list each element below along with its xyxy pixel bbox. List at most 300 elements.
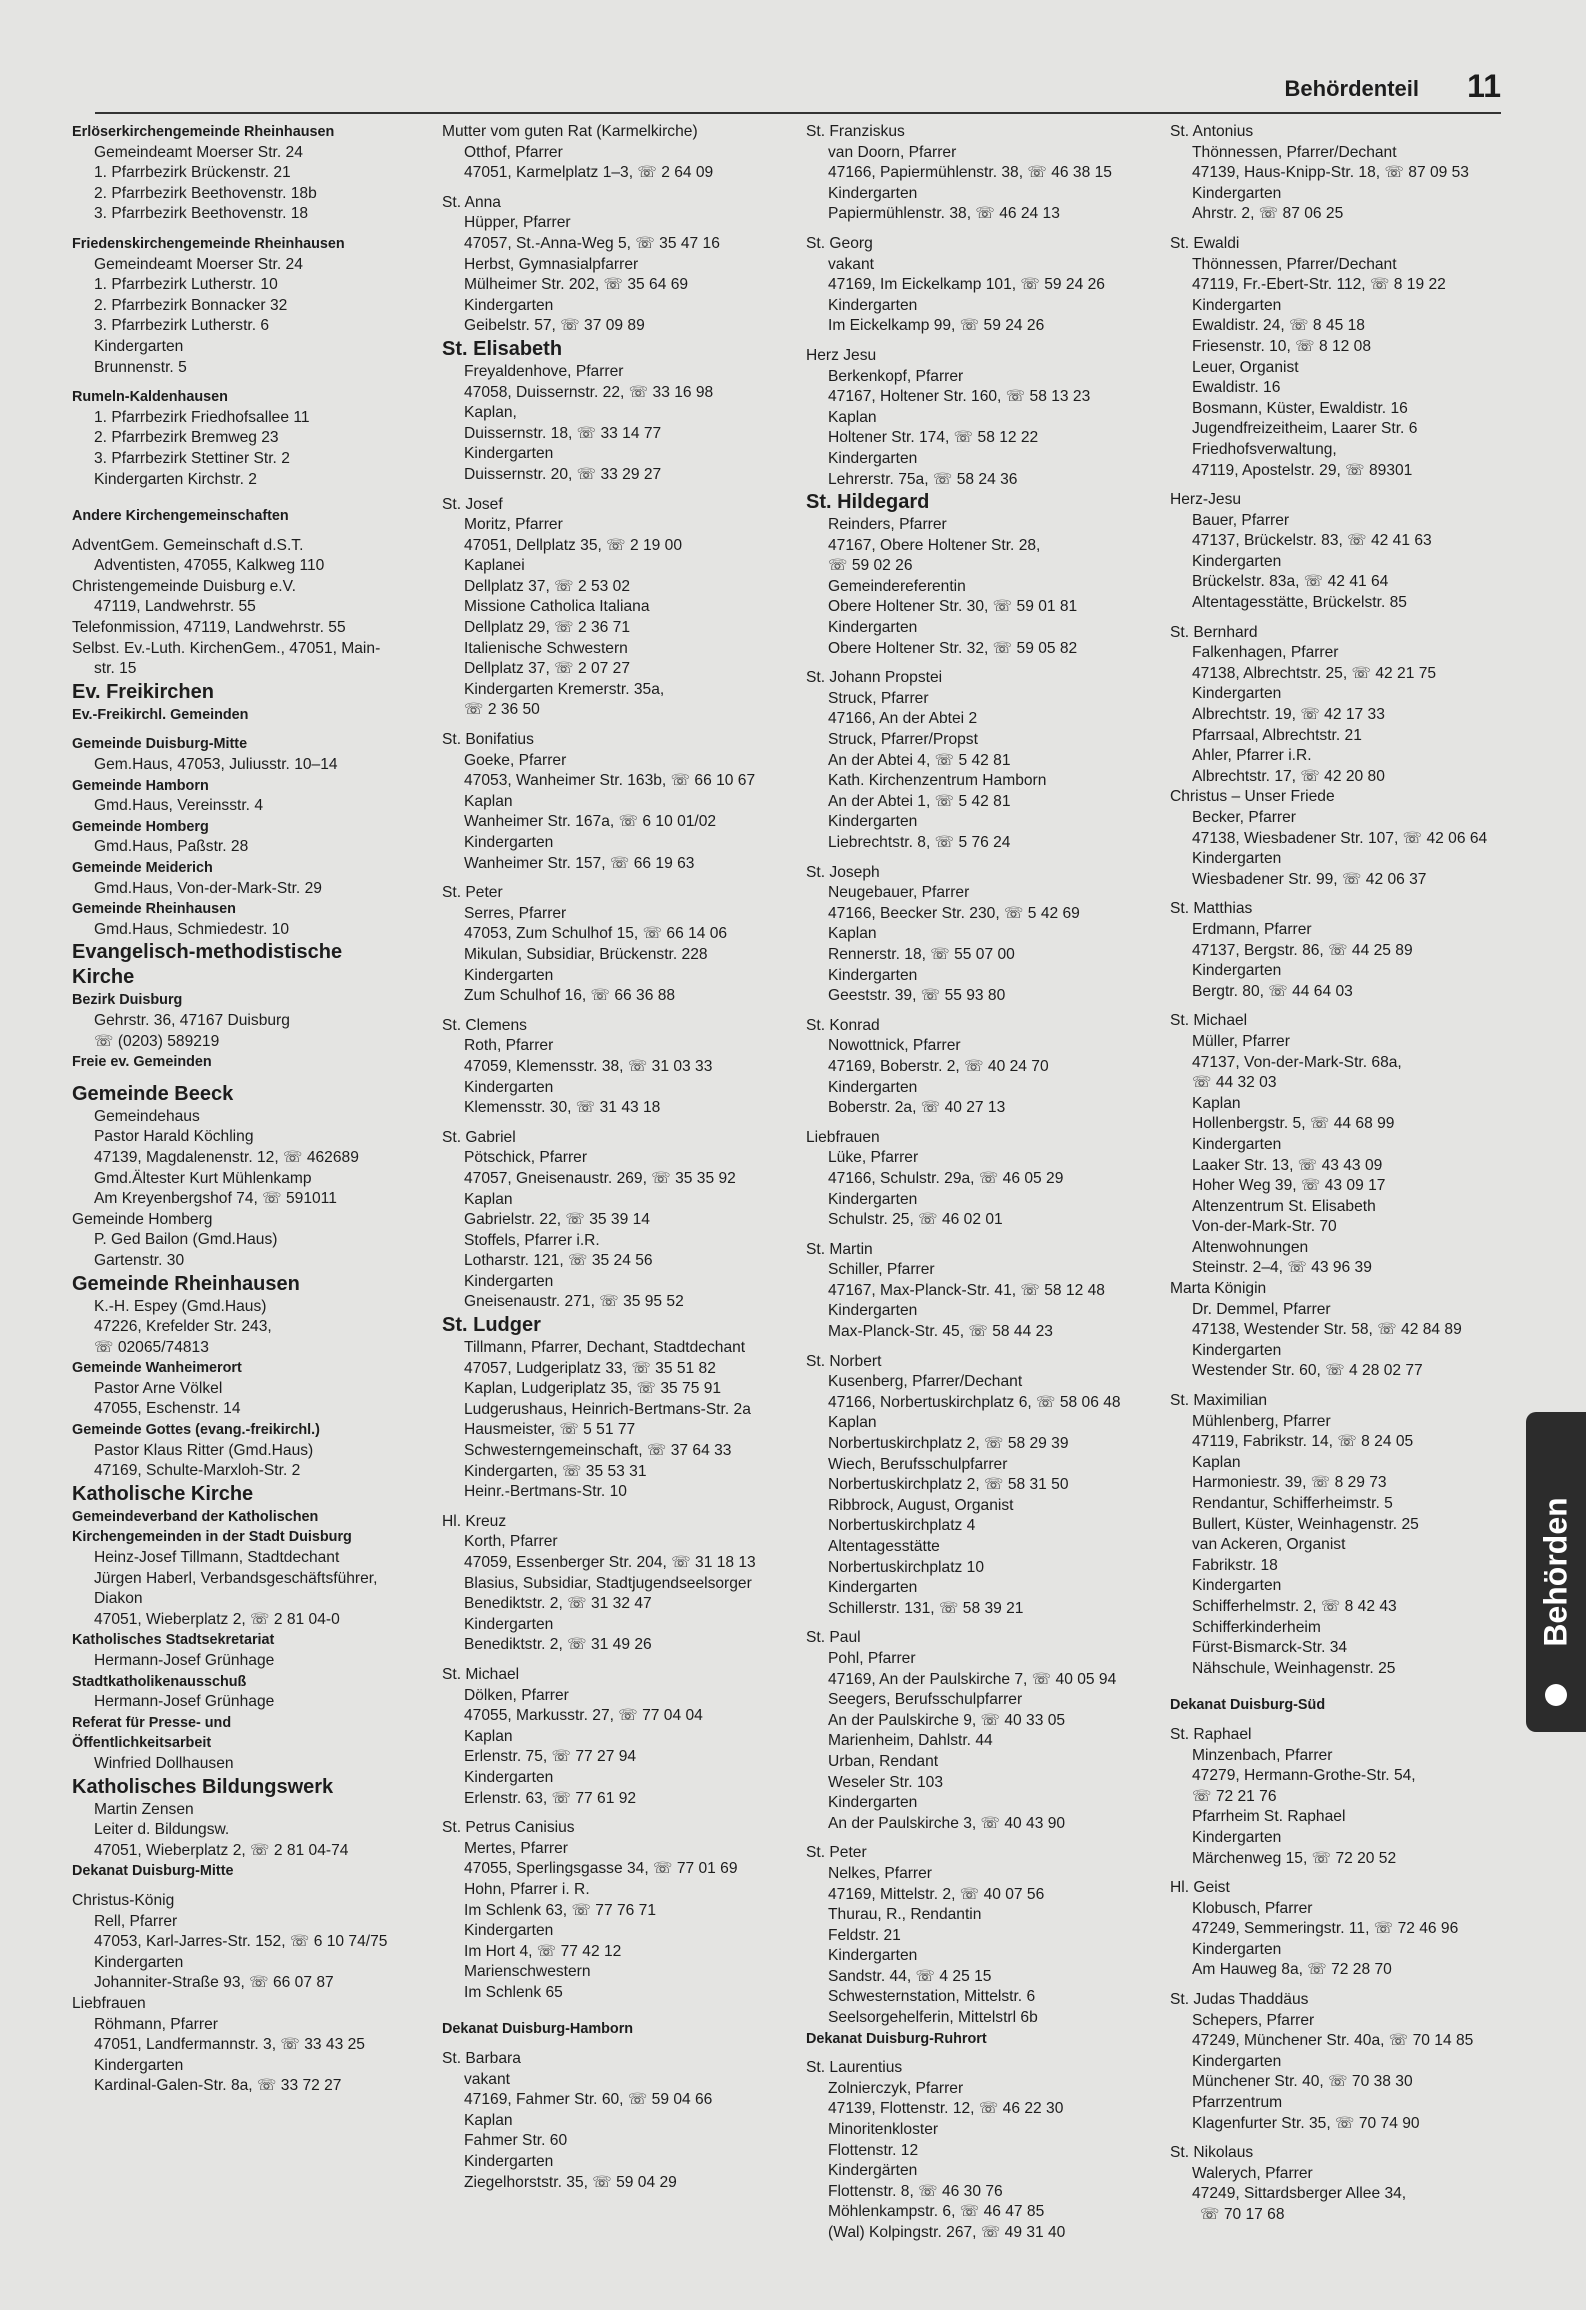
entry-detail: Korth, Pfarrer xyxy=(464,1533,558,1551)
entry-detail: Kaplan xyxy=(464,2111,513,2129)
section-heading: Gemeinde Rheinhausen xyxy=(72,1272,300,1295)
entry-detail: 47138, Wiesbadener Str. 107, ☏ 42 06 64 xyxy=(1192,829,1488,847)
spacer xyxy=(1170,614,1535,623)
entry-detail: 47055, Eschenstr. 14 xyxy=(94,1400,241,1418)
entry-name: St. Bernhard xyxy=(1170,623,1258,641)
entry-detail: Erdmann, Pfarrer xyxy=(1192,920,1312,938)
entry-detail: Kindergarten xyxy=(828,966,918,984)
entry-name: Gemeinde Homberg xyxy=(72,1210,213,1228)
entry-detail: Erlenstr. 75, ☏ 77 27 94 xyxy=(464,1748,637,1766)
entry-detail: Falkenhagen, Pfarrer xyxy=(1192,644,1339,662)
entry-name: Telefonmission, 47119, Landwehrstr. 55 xyxy=(72,619,346,637)
entry-detail: Kindergarten xyxy=(94,1953,184,1971)
entry-detail: Altenzentrum St. Elisabeth xyxy=(1192,1197,1376,1215)
entry-detail: Feldstr. 21 xyxy=(828,1926,901,1944)
entry-detail: Kaplan xyxy=(464,1190,513,1208)
entry-detail: Kindergarten xyxy=(1192,1828,1282,1846)
entry-detail: Stoffels, Pfarrer i.R. xyxy=(464,1231,600,1249)
entry-detail: Kindergarten xyxy=(1192,184,1282,202)
entry-detail: Hüpper, Pfarrer xyxy=(464,214,571,232)
entry-detail: 47137, Brückelstr. 83, ☏ 42 41 63 xyxy=(1192,532,1432,550)
entry-detail: Heinr.-Bertmans-Str. 10 xyxy=(464,1483,627,1501)
entry-detail: Gabrielstr. 22, ☏ 35 39 14 xyxy=(464,1211,650,1229)
header-rule xyxy=(95,112,1501,114)
entry-detail: Kaplan xyxy=(828,408,877,426)
entry-detail: Benediktstr. 2, ☏ 31 32 47 xyxy=(464,1595,652,1613)
entry-detail: Zum Schulhof 16, ☏ 66 36 88 xyxy=(464,987,676,1005)
section-heading: Friedenskirchengemeinde Rheinhausen xyxy=(72,235,345,252)
entry-detail: Friedhofsverwaltung, xyxy=(1192,440,1337,458)
entry-detail: Erlenstr. 63, ☏ 77 61 92 xyxy=(464,1789,637,1807)
spacer xyxy=(442,1119,807,1128)
entry-detail: ☏ 44 32 03 xyxy=(1192,1074,1277,1092)
entry-detail: Blasius, Subsidiar, Stadtjugendseelsorger xyxy=(464,1574,752,1592)
entry-name: Christus – Unser Friede xyxy=(1170,788,1335,806)
entry-detail: vakant xyxy=(464,2070,510,2088)
entry-detail: Kindergarten xyxy=(1192,2052,1282,2070)
entry-detail: 47138, Westender Str. 58, ☏ 42 84 89 xyxy=(1192,1321,1462,1339)
entry-detail: Bauer, Pfarrer xyxy=(1192,511,1290,529)
entry-detail: Im Eickelkamp 99, ☏ 59 24 26 xyxy=(828,317,1045,335)
entry-name: St. Konrad xyxy=(806,1016,880,1034)
entry-detail: Am Hauweg 8a, ☏ 72 28 70 xyxy=(1192,1961,1392,1979)
entry-detail: Mertes, Pfarrer xyxy=(464,1839,568,1857)
entry-detail: Ludgerushaus, Heinrich-Bertmans-Str. 2a xyxy=(464,1400,751,1418)
entry-name: St. Paul xyxy=(806,1629,861,1647)
entry-detail: vakant xyxy=(828,255,874,273)
entry-detail: Kindergarten xyxy=(828,296,918,314)
entry-detail: 47249, Sittardsberger Allee 34, xyxy=(1192,2185,1407,2203)
entry-detail: Hausmeister, ☏ 5 51 77 xyxy=(464,1421,636,1439)
section-thumb-tab xyxy=(1526,1412,1586,1732)
entry-detail: Kindergarten xyxy=(1192,1940,1282,1958)
entry-detail: Jugendfreizeitheim, Laarer Str. 6 xyxy=(1192,420,1418,438)
entry-detail: Thönnessen, Pfarrer/Dechant xyxy=(1192,143,1397,161)
entry-detail: 47058, Duissernstr. 22, ☏ 33 16 98 xyxy=(464,383,714,401)
entry-detail: Rell, Pfarrer xyxy=(94,1912,178,1930)
entry-detail: Ziegelhorststr. 35, ☏ 59 04 29 xyxy=(464,2173,677,2191)
entry-detail: Gemeindeamt Moerser Str. 24 xyxy=(94,255,303,273)
entry-name: St. Michael xyxy=(442,1665,520,1683)
entry-detail: Minoritenkloster xyxy=(828,2121,939,2139)
entry-detail: Struck, Pfarrer xyxy=(828,689,929,707)
entry-detail: Pastor Harald Köchling xyxy=(94,1128,254,1146)
entry-detail: Tillmann, Pfarrer, Dechant, Stadtdechant xyxy=(464,1339,746,1357)
entry-detail: Fabrikstr. 18 xyxy=(1192,1556,1278,1574)
entry-detail: Nelkes, Pfarrer xyxy=(828,1864,932,1882)
entry-detail: Dr. Demmel, Pfarrer xyxy=(1192,1300,1331,1318)
entry-detail: Schillerstr. 131, ☏ 58 39 21 xyxy=(828,1599,1024,1617)
bullet-dot-icon xyxy=(1545,1684,1567,1706)
entry-detail: Pastor Klaus Ritter (Gmd.Haus) xyxy=(94,1441,314,1459)
spacer xyxy=(72,725,437,734)
entry-detail: Ribbrock, August, Organist xyxy=(828,1496,1014,1514)
entry-detail: Kindergarten xyxy=(828,184,918,202)
section-heading: Gemeinde Hamborn xyxy=(72,777,209,794)
entry-detail: Sandstr. 44, ☏ 4 25 15 xyxy=(828,1967,992,1985)
spacer xyxy=(442,721,807,730)
section-heading: Gemeinde Meiderich xyxy=(72,860,213,876)
entry-detail: Serres, Pfarrer xyxy=(464,904,567,922)
entry-detail: Kindergarten xyxy=(828,813,918,831)
entry-detail: 47166, Norbertuskirchplatz 6, ☏ 58 06 48 xyxy=(828,1393,1121,1411)
entry-detail: Seegers, Berufsschulpfarrer xyxy=(828,1691,1023,1709)
entry-detail: Weseler Str. 103 xyxy=(828,1773,943,1791)
spacer xyxy=(442,486,807,495)
entry-detail: Norbertuskirchplatz 4 xyxy=(828,1517,976,1535)
entry-detail: str. 15 xyxy=(94,660,137,678)
entry-detail: Max-Planck-Str. 45, ☏ 58 44 23 xyxy=(828,1323,1053,1341)
section-heading: Erlöserkirchengemeinde Rheinhausen xyxy=(72,124,335,140)
entry-detail: ☏ 02065/74813 xyxy=(94,1338,209,1356)
entry-detail: Struck, Pfarrer/Propst xyxy=(828,731,978,749)
entry-name: Marta Königin xyxy=(1170,1280,1267,1298)
entry-detail: 1. Pfarrbezirk Lutherstr. 10 xyxy=(94,276,278,294)
entry-name: St. Antonius xyxy=(1170,123,1254,140)
section-heading: Dekanat Duisburg-Ruhrort xyxy=(806,2030,987,2047)
spacer xyxy=(806,659,1171,668)
entry-detail: 47059, Klemensstr. 38, ☏ 31 03 33 xyxy=(464,1057,713,1075)
entry-name: Christus-König xyxy=(72,1891,175,1909)
section-heading: Öffentlichkeitsarbeit xyxy=(72,1735,212,1752)
entry-detail: 47249, Semmeringstr. 11, ☏ 72 46 96 xyxy=(1192,1920,1459,1938)
entry-detail: Albrechtstr. 19, ☏ 42 17 33 xyxy=(1192,706,1385,724)
spacer xyxy=(1170,1679,1535,1695)
entry-detail: Kindergarten xyxy=(94,2056,184,2074)
entry-detail: Pastor Arne Völkel xyxy=(94,1379,223,1397)
entry-detail: An der Abtei 1, ☏ 5 42 81 xyxy=(828,792,1011,810)
entry-detail: Bergtr. 80, ☏ 44 64 03 xyxy=(1192,982,1353,1000)
entry-detail: Pfarrheim St. Raphael xyxy=(1192,1808,1346,1826)
entry-detail: Neugebauer, Pfarrer xyxy=(828,884,970,902)
spacer xyxy=(72,1073,437,1082)
entry-detail: Schepers, Pfarrer xyxy=(1192,2011,1315,2029)
entry-name: St. Judas Thaddäus xyxy=(1170,1991,1309,2009)
entry-detail: Kaplan xyxy=(828,925,877,943)
entry-detail: Ahler, Pfarrer i.R. xyxy=(1192,747,1312,765)
entry-detail: Obere Holtener Str. 32, ☏ 59 05 82 xyxy=(828,639,1078,657)
entry-detail: 47139, Haus-Knipp-Str. 18, ☏ 87 09 53 xyxy=(1192,164,1469,182)
entry-detail: Wiesbadener Str. 99, ☏ 42 06 37 xyxy=(1192,870,1427,888)
entry-detail: Holtener Str. 174, ☏ 58 12 22 xyxy=(828,429,1039,447)
spacer xyxy=(1170,890,1535,899)
entry-detail: Rennerstr. 18, ☏ 55 07 00 xyxy=(828,945,1015,963)
entry-detail: 3. Pfarrbezirk Beethovenstr. 18 xyxy=(94,205,309,223)
entry-detail: Kindergarten xyxy=(828,1190,918,1208)
entry-detail: Hermann-Josef Grünhage xyxy=(94,1693,275,1711)
entry-detail: Gmd.Haus, Paßstr. 28 xyxy=(94,838,249,856)
entry-detail: 2. Pfarrbezirk Bonnacker 32 xyxy=(94,296,288,314)
entry-detail: Gehrstr. 36, 47167 Duisburg xyxy=(94,1011,290,1029)
entry-detail: Westender Str. 60, ☏ 4 28 02 77 xyxy=(1192,1362,1423,1380)
entry-detail: Roth, Pfarrer xyxy=(464,1037,554,1055)
entry-detail: 47167, Max-Planck-Str. 41, ☏ 58 12 48 xyxy=(828,1281,1105,1299)
entry-name: St. Gabriel xyxy=(442,1128,516,1146)
entry-detail: 47051, Landfermannstr. 3, ☏ 33 43 25 xyxy=(94,2036,365,2054)
entry-detail: Urban, Rendant xyxy=(828,1752,939,1770)
entry-detail: Mikulan, Subsidiar, Brückenstr. 228 xyxy=(464,945,708,963)
entry-detail: 47053, Wanheimer Str. 163b, ☏ 66 10 67 xyxy=(464,772,756,790)
entry-detail: Wanheimer Str. 167a, ☏ 6 10 01/02 xyxy=(464,813,717,831)
entry-detail: An der Paulskirche 9, ☏ 40 33 05 xyxy=(828,1711,1066,1729)
entry-detail: Kindergarten xyxy=(1192,962,1282,980)
entry-detail: Walerych, Pfarrer xyxy=(1192,2164,1313,2182)
entry-detail: Schifferkinderheim xyxy=(1192,1618,1321,1636)
entry-detail: 47169, Im Eickelkamp 101, ☏ 59 24 26 xyxy=(828,276,1105,294)
entry-detail: Nowottnick, Pfarrer xyxy=(828,1037,961,1055)
entry-detail: Kath. Kirchenzentrum Hamborn xyxy=(828,772,1047,790)
spacer xyxy=(806,225,1171,234)
entry-detail: Duissernstr. 18, ☏ 33 14 77 xyxy=(464,424,662,442)
entry-detail: Obere Holtener Str. 30, ☏ 59 01 81 xyxy=(828,598,1078,616)
entry-detail: 1. Pfarrbezirk Friedhofsallee 11 xyxy=(94,408,310,426)
spacer xyxy=(806,2049,1171,2058)
directory-column-4 xyxy=(1170,122,1535,2226)
entry-detail: Gmd.Ältester Kurt Mühlenkamp xyxy=(94,1169,312,1187)
entry-detail: 47057, St.-Anna-Weg 5, ☏ 35 47 16 xyxy=(464,234,720,252)
entry-detail: Kindergarten xyxy=(1192,296,1282,314)
spacer xyxy=(1170,1981,1535,1990)
section-heading: Dekanat Duisburg-Mitte xyxy=(72,1863,234,1880)
entry-detail: Pfarrzentrum xyxy=(1192,2094,1283,2112)
entry-detail: Dellplatz 29, ☏ 2 36 71 xyxy=(464,619,631,637)
section-heading: Stadtkatholikenausschuß xyxy=(72,1673,247,1690)
entry-detail: Albrechtstr. 17, ☏ 42 20 80 xyxy=(1192,767,1385,785)
entry-detail: Dellplatz 37, ☏ 2 07 27 xyxy=(464,660,631,678)
section-heading: Ev.-Freikirchl. Gemeinden xyxy=(72,706,249,723)
entry-name: Herz-Jesu xyxy=(1170,491,1242,509)
entry-detail: Kaplan xyxy=(464,1727,513,1745)
entry-detail: Kindergarten xyxy=(464,2153,554,2171)
entry-detail: Seelsorgehelferin, Mittelstrl 6b xyxy=(828,2009,1038,2027)
entry-detail: Johanniter-Straße 93, ☏ 66 07 87 xyxy=(94,1974,334,1992)
entry-detail: An der Abtei 4, ☏ 5 42 81 xyxy=(828,751,1011,769)
spacer xyxy=(72,527,437,536)
entry-detail: Gmd.Haus, Vereinsstr. 4 xyxy=(94,797,264,815)
entry-detail: 47279, Hermann-Grothe-Str. 54, xyxy=(1192,1767,1416,1785)
spacer xyxy=(442,2040,807,2049)
spacer xyxy=(806,1119,1171,1128)
entry-name: St. Matthias xyxy=(1170,900,1253,918)
entry-detail: 47051, Dellplatz 35, ☏ 2 19 00 xyxy=(464,536,683,554)
entry-detail: Kaplan xyxy=(1192,1453,1241,1471)
entry-name: St. Barbara xyxy=(442,2050,521,2068)
spacer xyxy=(442,1503,807,1512)
entry-name: St. Ewaldi xyxy=(1170,234,1240,252)
entry-detail: Kindergarten xyxy=(464,1078,554,1096)
entry-detail: 47051, Wieberplatz 2, ☏ 2 81 04-0 xyxy=(94,1610,340,1628)
section-heading: Freie ev. Gemeinden xyxy=(72,1054,212,1071)
entry-detail: 47169, Fahmer Str. 60, ☏ 59 04 66 xyxy=(464,2091,713,2109)
entry-detail: Kindergarten xyxy=(464,966,554,984)
entry-detail: Kindergarten xyxy=(464,834,554,851)
entry-detail: Lehrerstr. 75a, ☏ 58 24 36 xyxy=(828,470,1018,488)
entry-detail: Bullert, Küster, Weinhagenstr. 25 xyxy=(1192,1515,1419,1533)
entry-detail: Kindergarten xyxy=(1192,1577,1282,1595)
entry-name: St. Martin xyxy=(806,1240,873,1258)
entry-detail: 47051, Karmelplatz 1–3, ☏ 2 64 09 xyxy=(464,164,714,182)
entry-detail: 47169, Boberstr. 2, ☏ 40 24 70 xyxy=(828,1057,1049,1075)
entry-detail: (Wal) Kolpingstr. 267, ☏ 49 31 40 xyxy=(828,2224,1066,2241)
entry-detail: Martin Zensen xyxy=(94,1800,194,1818)
entry-detail: 47057, Ludgeriplatz 33, ☏ 35 51 82 xyxy=(464,1359,716,1377)
entry-detail: Harmoniestr. 39, ☏ 8 29 73 xyxy=(1192,1474,1387,1492)
entry-detail: Altentagesstätte xyxy=(828,1538,940,1555)
entry-name: Liebfrauen xyxy=(806,1128,880,1146)
entry-detail: Schulstr. 25, ☏ 46 02 01 xyxy=(828,1211,1003,1229)
entry-detail: Kindergarten xyxy=(828,1302,918,1320)
entry-detail: Schiller, Pfarrer xyxy=(828,1261,935,1279)
entry-detail: ☏ 70 17 68 xyxy=(1200,2206,1285,2223)
entry-detail: 3. Pfarrbezirk Lutherstr. 6 xyxy=(94,317,270,335)
section-heading: Dekanat Duisburg-Hamborn xyxy=(442,2021,634,2038)
page-header xyxy=(95,62,1501,114)
entry-name: Hl. Geist xyxy=(1170,1879,1230,1897)
entry-detail: Kindergarten xyxy=(828,1078,918,1096)
entry-detail: Altentagesstätte, Brückelstr. 85 xyxy=(1192,594,1407,612)
entry-detail: Kindergarten, ☏ 35 53 31 xyxy=(464,1462,647,1480)
entry-name: St. Clemens xyxy=(442,1016,527,1034)
entry-detail: Hoher Weg 39, ☏ 43 09 17 xyxy=(1192,1177,1386,1195)
entry-detail: 3. Pfarrbezirk Stettiner Str. 2 xyxy=(94,449,290,467)
entry-detail: Kaplan xyxy=(464,792,513,810)
section-heading: Dekanat Duisburg-Süd xyxy=(1170,1697,1326,1714)
entry-detail: K.-H. Espey (Gmd.Haus) xyxy=(94,1297,267,1315)
entry-detail: 47119, Fr.-Ebert-Str. 112, ☏ 8 19 22 xyxy=(1192,276,1446,294)
spacer xyxy=(72,490,437,506)
spacer xyxy=(806,1007,1171,1016)
entry-detail: Kindergarten xyxy=(464,1272,554,1290)
entry-detail: 47055, Sperlingsgasse 34, ☏ 77 01 69 xyxy=(464,1860,738,1878)
entry-detail: Reinders, Pfarrer xyxy=(828,516,947,534)
entry-name: AdventGem. Gemeinschaft d.S.T. xyxy=(72,536,304,554)
entry-detail: Gemeindereferentin xyxy=(828,577,966,595)
entry-detail: Kaplan, xyxy=(464,404,517,422)
section-heading: Katholisches Stadtsekretariat xyxy=(72,1632,275,1649)
section-heading: St. Hildegard xyxy=(806,491,930,514)
entry-detail: Geibelstr. 57, ☏ 37 09 89 xyxy=(464,317,645,335)
section-heading: Kirche xyxy=(72,966,135,989)
entry-detail: Gneisenaustr. 271, ☏ 35 95 52 xyxy=(464,1293,684,1311)
entry-detail: Kardinal-Galen-Str. 8a, ☏ 33 72 27 xyxy=(94,2077,342,2095)
entry-detail: Röhmann, Pfarrer xyxy=(94,2015,218,2033)
entry-detail: Kindergarten xyxy=(464,1615,554,1633)
entry-detail: 47226, Krefelder Str. 243, xyxy=(94,1318,272,1336)
entry-name: St. Raphael xyxy=(1170,1725,1252,1743)
entry-detail: Pfarrsaal, Albrechtstr. 21 xyxy=(1192,726,1362,744)
entry-detail: Berkenkopf, Pfarrer xyxy=(828,367,964,385)
entry-detail: Wiech, Berufsschulpfarrer xyxy=(828,1455,1008,1473)
entry-detail: Im Schlenk 65 xyxy=(464,1983,563,2001)
entry-detail: 47169, Schulte-Marxloh-Str. 2 xyxy=(94,1462,301,1480)
entry-detail: Flottenstr. 12 xyxy=(828,2141,919,2159)
entry-detail: 47166, Papiermühlenstr. 38, ☏ 46 38 15 xyxy=(828,164,1112,182)
entry-detail: 47051, Wieberplatz 2, ☏ 2 81 04-74 xyxy=(94,1841,349,1859)
spacer xyxy=(1170,2134,1535,2143)
entry-detail: Kaplan xyxy=(828,1414,877,1432)
entry-detail: Hollenbergstr. 5, ☏ 44 68 99 xyxy=(1192,1115,1395,1133)
entry-detail: Otthof, Pfarrer xyxy=(464,143,563,161)
entry-name: St. Norbert xyxy=(806,1352,882,1370)
entry-detail: Italienische Schwestern xyxy=(464,639,628,657)
entry-detail: Hermann-Josef Grünhage xyxy=(94,1652,275,1669)
section-heading: Gemeinde Beeck xyxy=(72,1082,234,1105)
entry-name: St. Laurentius xyxy=(806,2059,903,2077)
entry-detail: Winfried Dollhausen xyxy=(94,1754,234,1772)
entry-detail: Leiter d. Bildungsw. xyxy=(94,1821,230,1839)
entry-name: Christengemeinde Duisburg e.V. xyxy=(72,577,296,595)
entry-detail: Klagenfurter Str. 35, ☏ 70 74 90 xyxy=(1192,2114,1420,2132)
entry-detail: Kaplan, Ludgeriplatz 35, ☏ 35 75 91 xyxy=(464,1380,722,1398)
entry-detail: Märchenweg 15, ☏ 72 20 52 xyxy=(1192,1849,1397,1867)
section-heading: Katholische Kirche xyxy=(72,1482,254,1505)
spacer xyxy=(1170,1716,1535,1725)
entry-detail: Moritz, Pfarrer xyxy=(464,516,563,534)
spacer xyxy=(1170,1869,1535,1878)
entry-detail: Gemeindeamt Moerser Str. 24 xyxy=(94,143,303,161)
entry-detail: van Ackeren, Organist xyxy=(1192,1536,1346,1554)
entry-name: St. Nikolaus xyxy=(1170,2144,1254,2162)
entry-detail: Adventisten, 47055, Kalkweg 110 xyxy=(94,557,325,575)
entry-detail: ☏ 59 02 26 xyxy=(828,557,913,575)
entry-detail: Kaplanei xyxy=(464,557,525,575)
entry-detail: Norbertuskirchplatz 2, ☏ 58 31 50 xyxy=(828,1476,1069,1494)
entry-detail: Gemeindehaus xyxy=(94,1107,200,1125)
entry-detail: 47139, Flottenstr. 12, ☏ 46 22 30 xyxy=(828,2100,1064,2118)
entry-detail: Münchener Str. 40, ☏ 70 38 30 xyxy=(1192,2073,1413,2091)
entry-name: St. Franziskus xyxy=(806,123,905,140)
entry-detail: 47249, Münchener Str. 40a, ☏ 70 14 85 xyxy=(1192,2032,1474,2050)
spacer xyxy=(72,378,437,387)
entry-detail: ☏ 2 36 50 xyxy=(464,701,540,719)
entry-detail: Von-der-Mark-Str. 70 xyxy=(1192,1218,1337,1236)
entry-detail: Marienschwestern xyxy=(464,1963,591,1981)
entry-detail: Kusenberg, Pfarrer/Dechant xyxy=(828,1373,1023,1391)
entry-detail: Thurau, R., Rendantin xyxy=(828,1906,982,1924)
entry-detail: Ewaldistr. 16 xyxy=(1192,379,1281,397)
spacer xyxy=(442,2003,807,2019)
entry-detail: Liebrechtstr. 8, ☏ 5 76 24 xyxy=(828,834,1011,851)
spacer xyxy=(806,854,1171,863)
spacer xyxy=(442,1656,807,1665)
page-section-title: Behördenteil xyxy=(1284,76,1419,101)
entry-name: St. Peter xyxy=(806,1844,867,1862)
spacer xyxy=(442,1809,807,1818)
section-heading: Gemeindeverband der Katholischen xyxy=(72,1508,319,1525)
entry-detail: Am Kreyenbergshof 74, ☏ 591011 xyxy=(94,1190,337,1208)
entry-name: Liebfrauen xyxy=(72,1994,146,2012)
entry-detail: Kindergarten xyxy=(1192,1135,1282,1153)
entry-name: St. Michael xyxy=(1170,1012,1248,1030)
entry-detail: 47166, Schulstr. 29a, ☏ 46 05 29 xyxy=(828,1169,1064,1187)
entry-detail: ☏ (0203) 589219 xyxy=(94,1032,220,1050)
entry-name: St. Anna xyxy=(442,193,501,211)
entry-detail: Herbst, Gymnasialpfarrer xyxy=(464,255,639,273)
entry-detail: Pohl, Pfarrer xyxy=(828,1649,916,1667)
entry-detail: Schwesternstation, Mittelstr. 6 xyxy=(828,1988,1036,2006)
entry-detail: Mülheimer Str. 202, ☏ 35 64 69 xyxy=(464,276,689,294)
entry-detail: Kindergarten xyxy=(828,1579,918,1597)
entry-detail: Dölken, Pfarrer xyxy=(464,1686,569,1704)
entry-detail: Gmd.Haus, Schmiedestr. 10 xyxy=(94,920,290,938)
directory-column-3 xyxy=(806,122,1171,2244)
entry-detail: Klobusch, Pfarrer xyxy=(1192,1899,1313,1917)
entry-detail: ☏ 72 21 76 xyxy=(1192,1787,1277,1805)
entry-detail: Kindergarten xyxy=(464,296,554,314)
spacer xyxy=(1170,225,1535,234)
entry-name: St. Maximilian xyxy=(1170,1392,1268,1410)
entry-detail: Missione Catholica Italiana xyxy=(464,598,650,616)
